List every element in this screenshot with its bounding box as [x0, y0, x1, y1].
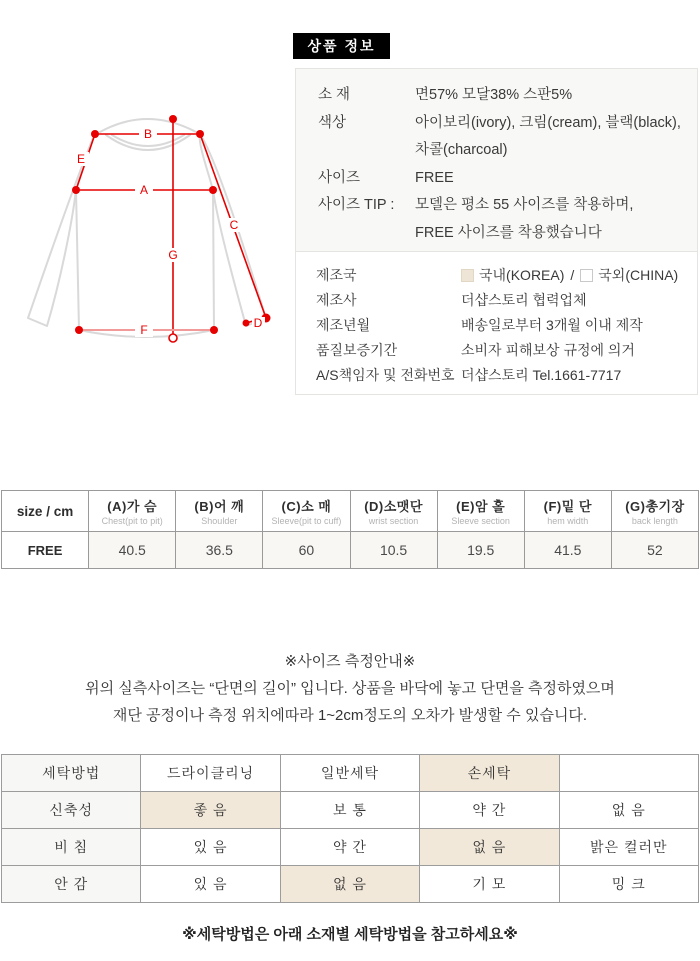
- warranty-row: [316, 338, 697, 363]
- as-row: [316, 363, 697, 388]
- wash-row-stretch: [2, 792, 699, 829]
- wash-row-sheer: [2, 829, 699, 866]
- wash-cell: 밍 크: [559, 866, 698, 903]
- size-value-armhole: 19.5: [437, 532, 524, 569]
- svg-text:C: C: [229, 218, 239, 232]
- size-table-header-chest: (A)가 슴 Chest(pit to pit): [89, 491, 176, 532]
- size-tip-row-line2: [318, 220, 697, 248]
- size-table-header-size-cm: size / cm: [2, 491, 89, 532]
- notice-title: ※사이즈 측정안내※: [284, 653, 416, 670]
- as-label: A/S책임자 및 전화번호: [316, 367, 455, 383]
- date-row: [316, 313, 697, 338]
- color-value-line2: 차콜(charcoal): [415, 142, 508, 158]
- country-label: 제조국: [316, 267, 357, 283]
- wash-cell: 약 간: [420, 792, 559, 829]
- size-table-header-sleeve: (C)소 매 Sleeve(pit to cuff): [263, 491, 350, 532]
- wash-cell: 일반세탁: [280, 755, 419, 792]
- color-value-line1: 아이보리(ivory), 크림(cream), 블랙(black),: [415, 114, 681, 131]
- measure-open-dot-g: [169, 334, 177, 342]
- material-label: 소 재: [318, 87, 351, 103]
- product-info-badge: 상품 정보: [293, 33, 390, 59]
- size-tip-line1: 모델은 평소 55 사이즈를 착용하며,: [415, 197, 634, 213]
- size-row-label: FREE: [2, 532, 89, 569]
- size-table-data-row: [2, 532, 699, 569]
- wash-row-method: [2, 755, 699, 792]
- size-row: [318, 165, 697, 193]
- wash-cell: [559, 755, 698, 792]
- size-tip-row: [318, 192, 697, 220]
- color-row-line2: [318, 137, 697, 165]
- wash-cell: 드라이클리닝: [141, 755, 280, 792]
- maker-value: 더샵스토리 협력업체: [461, 292, 587, 308]
- wash-cell: 보 통: [280, 792, 419, 829]
- country-row: [316, 263, 697, 288]
- product-spec-box: [295, 68, 698, 252]
- wash-cell: 기 모: [420, 866, 559, 903]
- wash-row-lining: [2, 866, 699, 903]
- country-value: [461, 263, 678, 288]
- wash-cell-highlighted: 손세탁: [420, 755, 559, 792]
- date-value: 배송일로부터 3개월 이내 제작: [461, 317, 643, 333]
- maker-row: [316, 288, 697, 313]
- material-value: 면57% 모달38% 스판5%: [415, 87, 573, 103]
- wash-method-footer-note: ※세탁방법은 아래 소재별 세탁방법을 참고하세요※: [182, 926, 518, 943]
- wash-cell-highlighted: 없 음: [420, 829, 559, 866]
- warranty-label: 품질보증기간: [316, 342, 398, 358]
- wash-cell-highlighted: 없 음: [280, 866, 419, 903]
- size-value-sleeve: 60: [263, 532, 350, 569]
- svg-text:D: D: [253, 316, 263, 330]
- wash-cell: 세탁방법: [2, 755, 141, 792]
- wash-cell: 신축성: [2, 792, 141, 829]
- svg-text:A: A: [139, 183, 149, 197]
- size-tip-label: 사이즈 TIP :: [318, 197, 395, 213]
- notice-line2: 재단 공정이나 측정 위치에따라 1~2cm정도의 오차가 발생할 수 있습니다.: [112, 707, 588, 724]
- size-table: [1, 490, 699, 569]
- size-table-header-length: (G)총기장 back length: [611, 491, 698, 532]
- country-separator: /: [570, 267, 575, 283]
- svg-text:E: E: [76, 152, 86, 166]
- wash-cell: 있 음: [141, 866, 280, 903]
- size-table-header-hem: (F)밑 단 hem width: [524, 491, 611, 532]
- wash-cell: 있 음: [141, 829, 280, 866]
- svg-text:G: G: [168, 248, 178, 262]
- measure-label-g: [165, 248, 181, 262]
- wash-table: [1, 754, 699, 903]
- color-label: 색상: [318, 114, 347, 131]
- size-table-header-wrist: (D)소맷단 wrist section: [350, 491, 437, 532]
- measure-label-d: [252, 316, 265, 330]
- size-value-length: 52: [611, 532, 698, 569]
- svg-text:B: B: [143, 127, 153, 141]
- wash-cell: 약 간: [280, 829, 419, 866]
- size-value: FREE: [415, 169, 454, 186]
- measure-label-a: [135, 183, 153, 197]
- domestic-checkbox: [461, 269, 474, 282]
- size-tip-line2: FREE 사이즈를 착용했습니다: [415, 224, 602, 241]
- measure-label-c: [226, 218, 242, 232]
- domestic-label: 국내(KOREA): [479, 267, 565, 283]
- svg-text:F: F: [140, 323, 148, 337]
- wash-cell: 안 감: [2, 866, 141, 903]
- measure-label-b: [139, 127, 157, 141]
- date-label: 제조년월: [316, 317, 371, 333]
- size-table-header-armhole: (E)암 홀 Sleeve section: [437, 491, 524, 532]
- size-table-header-shoulder: (B)어 깨 Shoulder: [176, 491, 263, 532]
- as-value: 더샵스토리 Tel.1661-7717: [461, 367, 622, 383]
- maker-label: 제조사: [316, 292, 357, 308]
- wash-cell: 비 침: [2, 829, 141, 866]
- wash-cell-highlighted: 좋 음: [141, 792, 280, 829]
- manufacture-box: [295, 251, 698, 395]
- size-value-chest: 40.5: [89, 532, 176, 569]
- size-value-hem: 41.5: [524, 532, 611, 569]
- size-table-header-row: [2, 491, 699, 532]
- garment-measurement-diagram: [20, 90, 290, 370]
- overseas-label: 국외(CHINA): [598, 267, 679, 283]
- size-measure-notice: [0, 648, 700, 729]
- overseas-checkbox: [580, 269, 593, 282]
- size-value-shoulder: 36.5: [176, 532, 263, 569]
- material-row: [318, 82, 697, 110]
- wash-cell: 없 음: [559, 792, 698, 829]
- wash-cell: 밝은 컬러만: [559, 829, 698, 866]
- warranty-value: 소비자 피해보상 규정에 의거: [461, 342, 635, 358]
- size-label: 사이즈: [318, 169, 361, 186]
- measure-label-f: [135, 323, 153, 337]
- notice-line1: 위의 실측사이즈는 “단면의 길이” 입니다. 상품을 바닥에 놓고 단면을 측정하였으며: [85, 680, 615, 697]
- color-row: [318, 110, 697, 138]
- measure-label-e: [73, 152, 89, 166]
- size-value-wrist: 10.5: [350, 532, 437, 569]
